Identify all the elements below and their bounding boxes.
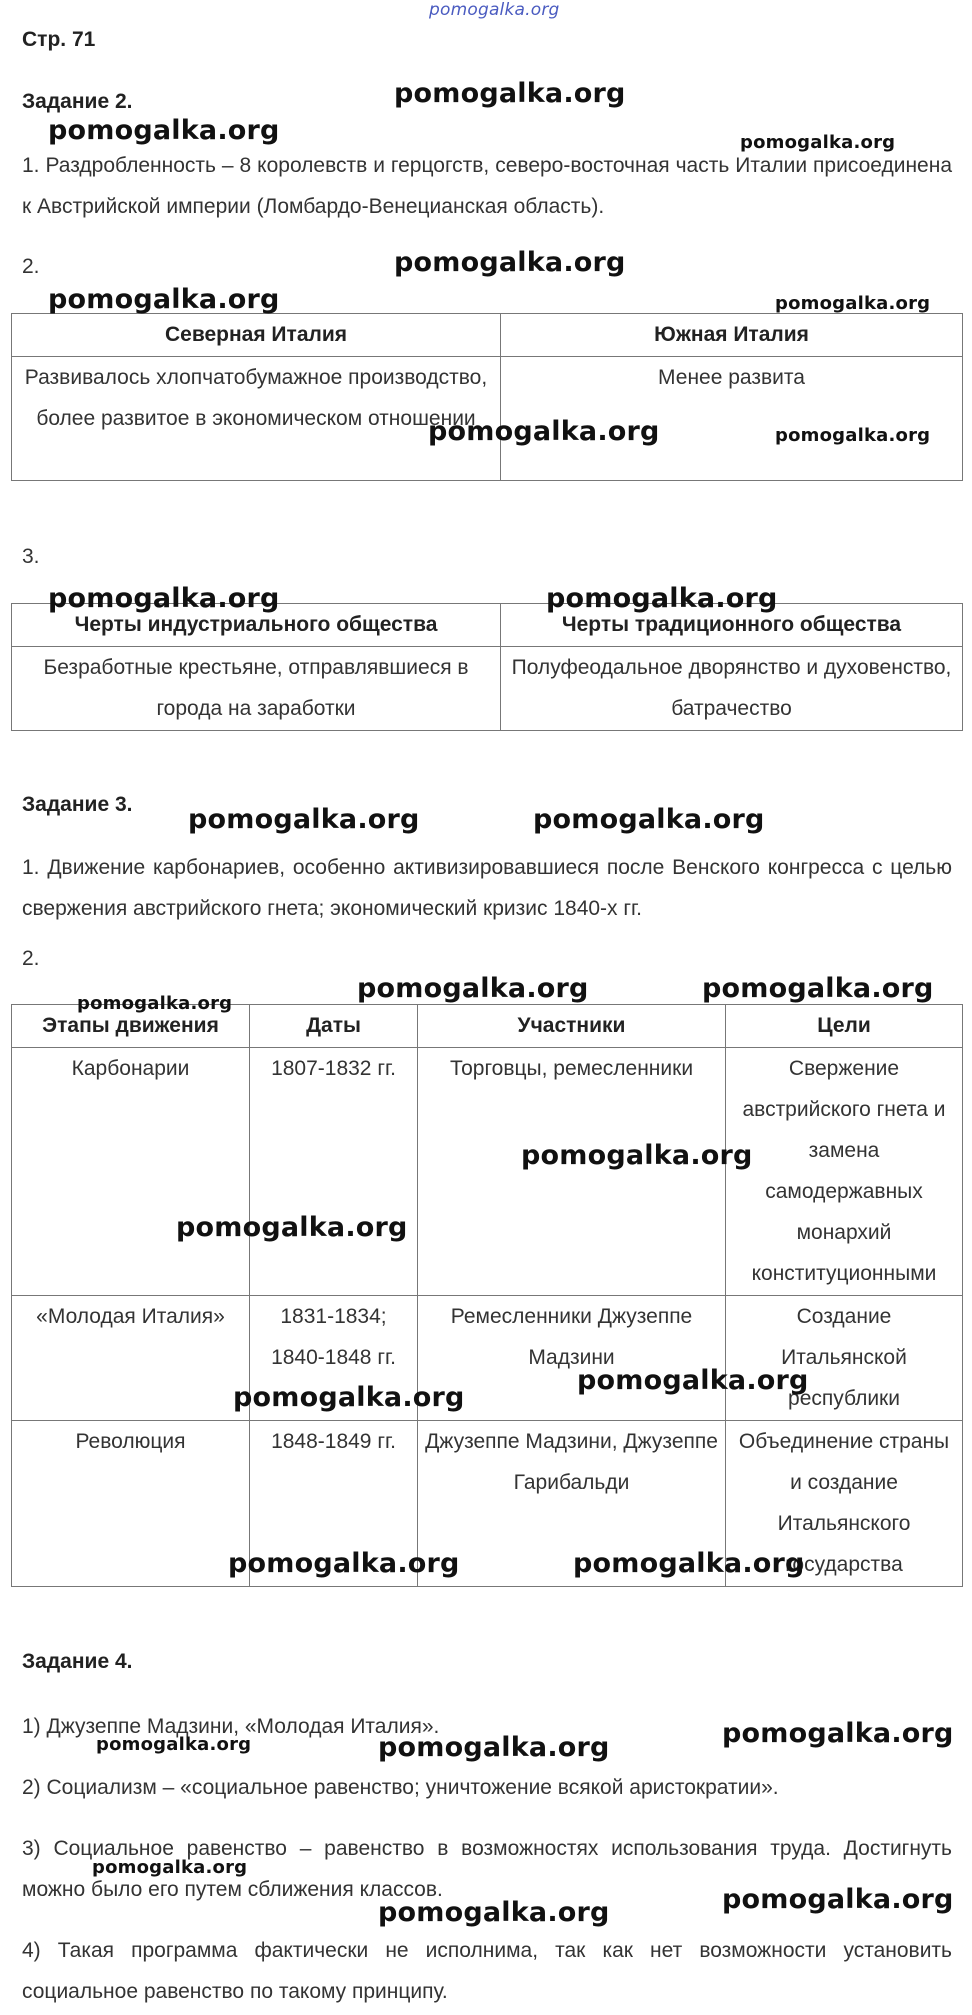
watermark: pomogalka.org bbox=[92, 1857, 248, 1878]
table-cell: Объединение страны и создание Итальянского государства bbox=[726, 1421, 963, 1587]
table-cell: 1848-1849 гг. bbox=[250, 1421, 418, 1587]
task2-item1: 1. Раздробленность – 8 королевств и герцогств, северо-восточная часть Италии присоединена к Австрийской империи (Ломбардо-Венецианская область). bbox=[22, 154, 952, 218]
table-cell: 1807-1832 гг. bbox=[250, 1048, 418, 1296]
watermark: pomogalka.org bbox=[228, 1548, 460, 1579]
table-cell: Торговцы, ремесленники bbox=[418, 1048, 726, 1296]
task4-item3: 3) Социальное равенство – равенство в возможностях использования труда. Достигнуть можно было его путем сближения классов. bbox=[22, 1837, 952, 1901]
table-header: Даты bbox=[250, 1005, 418, 1048]
table-cell: Полуфеодальное дворянство и духовенство, батрачество bbox=[501, 647, 963, 731]
table-cell: Создание Итальянской республики bbox=[726, 1296, 963, 1421]
watermark: pomogalka.org bbox=[394, 78, 626, 109]
watermark: pomogalka.org bbox=[188, 804, 420, 835]
watermark: pomogalka.org bbox=[546, 583, 778, 614]
table-cell: Свержение австрийского гнета и замена самодержавных монархий конституционными bbox=[726, 1048, 963, 1296]
table-header: Северная Италия bbox=[12, 314, 501, 357]
task2-item2-label: 2. bbox=[22, 255, 40, 278]
watermark: pomogalka.org bbox=[702, 973, 934, 1004]
table-header: Участники bbox=[418, 1005, 726, 1048]
watermark: pomogalka.org bbox=[775, 425, 931, 446]
page-label: Стр. 71 bbox=[22, 28, 96, 51]
watermark: pomogalka.org bbox=[722, 1718, 954, 1749]
watermark: pomogalka.org bbox=[176, 1212, 408, 1243]
watermark: pomogalka.org bbox=[96, 1734, 252, 1755]
table-italy-regions bbox=[11, 313, 963, 481]
watermark: pomogalka.org bbox=[722, 1884, 954, 1915]
table-header: Черты традиционного общества bbox=[501, 604, 963, 647]
table-row bbox=[12, 1296, 963, 1421]
watermark: pomogalka.org bbox=[233, 1382, 465, 1413]
task2-heading: Задание 2. bbox=[22, 90, 133, 113]
table-cell: Менее развита bbox=[501, 357, 963, 481]
table-header: Цели bbox=[726, 1005, 963, 1048]
watermark: pomogalka.org bbox=[521, 1140, 753, 1171]
task4-item4: 4) Такая программа фактически не исполнима, так как нет возможности установить социальное равенство по такому принципу. bbox=[22, 1939, 952, 2003]
table-header: Южная Италия bbox=[501, 314, 963, 357]
task4-heading: Задание 4. bbox=[22, 1650, 133, 1673]
watermark: pomogalka.org bbox=[48, 115, 280, 146]
watermark: pomogalka.org bbox=[357, 973, 589, 1004]
task3-heading: Задание 3. bbox=[22, 793, 133, 816]
task4-item1: 1) Джузеппе Мадзини, «Молодая Италия». bbox=[22, 1715, 440, 1738]
table-cell: Безработные крестьяне, отправлявшиеся в города на заработки bbox=[12, 647, 501, 731]
table-cell: Развивалось хлопчатобумажное производство, более развитое в экономическом отношении bbox=[12, 357, 501, 481]
watermark: pomogalka.org bbox=[740, 132, 896, 153]
table-cell: Карбонарии bbox=[12, 1048, 250, 1296]
table-cell: Джузеппе Мадзини, Джузеппе Гарибальди bbox=[418, 1421, 726, 1587]
task2-item3-label: 3. bbox=[22, 545, 40, 568]
watermark: pomogalka.org bbox=[378, 1732, 610, 1763]
watermark: pomogalka.org bbox=[573, 1548, 805, 1579]
table-movement-stages bbox=[11, 1004, 963, 1587]
table-row bbox=[12, 1421, 963, 1587]
watermark: pomogalka.org bbox=[577, 1365, 809, 1396]
task4-item2: 2) Социализм – «социальное равенство; уничтожение всякой аристократии». bbox=[22, 1776, 779, 1799]
table-cell: «Молодая Италия» bbox=[12, 1296, 250, 1421]
table-cell: Революция bbox=[12, 1421, 250, 1587]
table-society-traits bbox=[11, 603, 963, 731]
table-row bbox=[12, 1048, 963, 1296]
watermark: pomogalka.org bbox=[77, 993, 233, 1014]
task3-item2-label: 2. bbox=[22, 947, 40, 970]
watermark: pomogalka.org bbox=[378, 1897, 610, 1928]
table-header: Этапы движения bbox=[12, 1005, 250, 1048]
table-cell: Ремесленники Джузеппе Мадзини bbox=[418, 1296, 726, 1421]
watermark: pomogalka.org bbox=[48, 284, 280, 315]
watermark: pomogalka.org bbox=[533, 804, 765, 835]
watermark: pomogalka.org bbox=[48, 583, 280, 614]
table-header: Черты индустриального общества bbox=[12, 604, 501, 647]
watermark: pomogalka.org bbox=[775, 293, 931, 314]
watermark-top: pomogalka.org bbox=[429, 0, 560, 20]
table-cell: 1831-1834; 1840-1848 гг. bbox=[250, 1296, 418, 1421]
task3-item1: 1. Движение карбонариев, особенно активизировавшиеся после Венского конгресса с целью свержения австрийского гнета; экономический кризис 1840-х гг. bbox=[22, 856, 952, 920]
watermark: pomogalka.org bbox=[394, 247, 626, 278]
watermark: pomogalka.org bbox=[428, 416, 660, 447]
